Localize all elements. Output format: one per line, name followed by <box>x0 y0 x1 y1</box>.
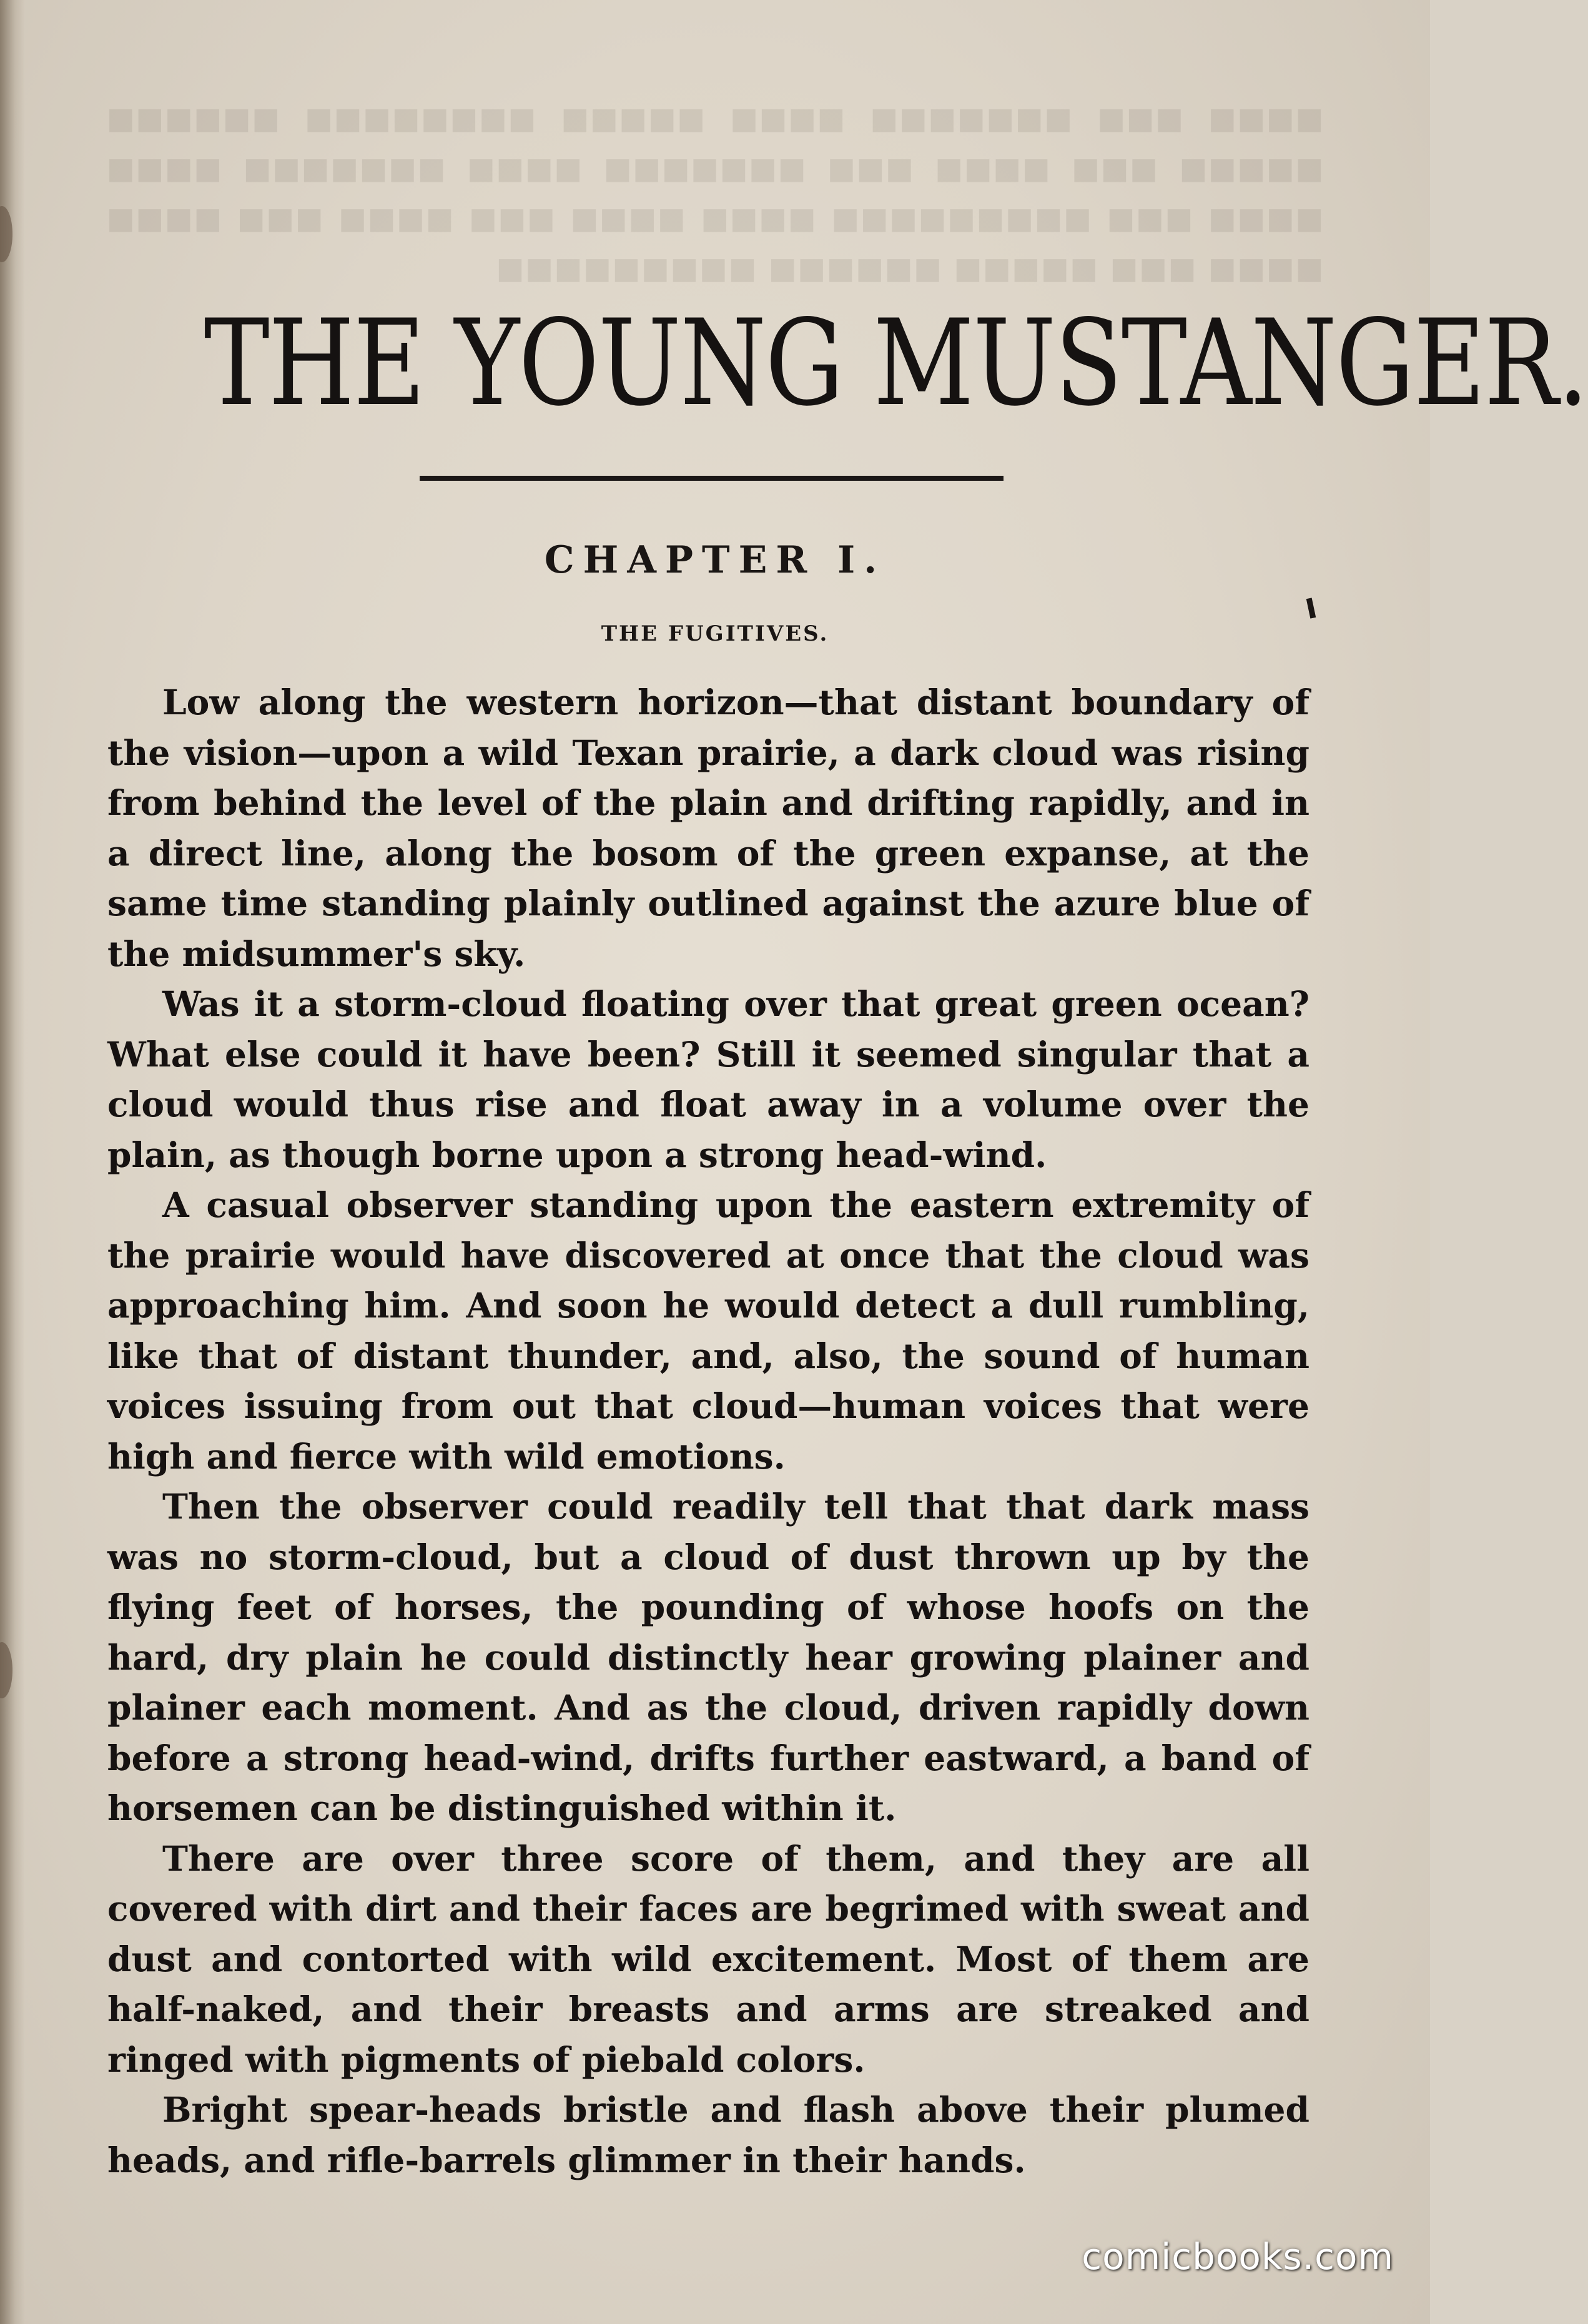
paragraph: A casual observer standing upon the eastern extremity of the prairie would have discovered at once that the cloud was approaching him. And soon he would detect a dull rumbling, like that of distant thunder, and, also, the sound of human voices issuing from out that cloud—human voices that were high and fierce with wild emotions. <box>107 1184 1309 1477</box>
watermark: comicbooks.com <box>1082 2235 1394 2278</box>
chapter-title: THE FUGITIVES. <box>601 621 829 646</box>
paragraph: Then the observer could readily tell that that dark mass was no storm-cloud, but a cloud of dust thrown up by the flying feet of horses, the pounding of whose hoofs on the hard, dry plain he could distinctly hear growing plainer and plainer each moment. And as the cloud, driven rapidly down before a strong head-wind, drifts further eastward, a band of horsemen can be distinguished within it. <box>107 1486 1309 1828</box>
paragraph: Low along the western horizon—that distant boundary of the vision—upon a wild Texan prairie, a dark cloud was rising from behind the level of the plain and drifting rapidly, and in a direct line, along the bosom of the green expanse, at the same time standing plainly outlined against the azure blue of the midsummer's sky. <box>107 682 1309 974</box>
paragraph: Bright spear-heads bristle and flash above their plumed heads, and rifle-barrels glimmer in their hands. <box>107 2089 1309 2180</box>
book-title: THE YOUNG MUSTANGER. <box>204 294 1588 432</box>
title-rule <box>420 476 1004 481</box>
chapter-heading: CHAPTER I. <box>544 538 886 582</box>
chapter-body <box>107 677 1309 2185</box>
page-binding-edge <box>0 0 25 2324</box>
paragraph: There are over three score of them, and they are all covered with dirt and their faces are begrimed with sweat and dust and contorted with wild excitement. Most of them are half-naked, and their breasts and arms are streaked and ringed with pigments of piebald colors. <box>107 1838 1309 2080</box>
bleed-through-texture: ◼◼◼◼ ◼◼◼ ◼◼◼◼◼◼◼ ◼◼◼◼ ◼◼◼◼◼ ◼◼◼◼◼◼◼◼ ◼◼◼◼◼◼ ◼◼◼◼◼ ◼◼◼ ◼◼◼◼ ◼◼◼ ◼◼◼◼◼◼◼ ◼◼◼◼ ◼◼◼◼◼◼◼ ◼◼◼◼ ◼◼◼◼ ◼◼◼ ◼◼◼◼◼◼◼◼◼ ◼◼◼◼ ◼◼◼◼ ◼◼◼ ◼◼◼◼ ◼◼◼ ◼◼◼◼ ◼◼◼◼ ◼◼◼ ◼◼◼◼◼ ◼◼◼◼◼◼ ◼◼◼◼◼◼◼◼◼ <box>106 98 1324 288</box>
paragraph: Was it a storm-cloud floating over that great green ocean? What else could it have been? Still it seemed singular that a cloud would thus rise and float away in a volume over the plain, as though borne upon a strong head-wind. <box>107 983 1309 1175</box>
ink-mark <box>1306 598 1316 618</box>
